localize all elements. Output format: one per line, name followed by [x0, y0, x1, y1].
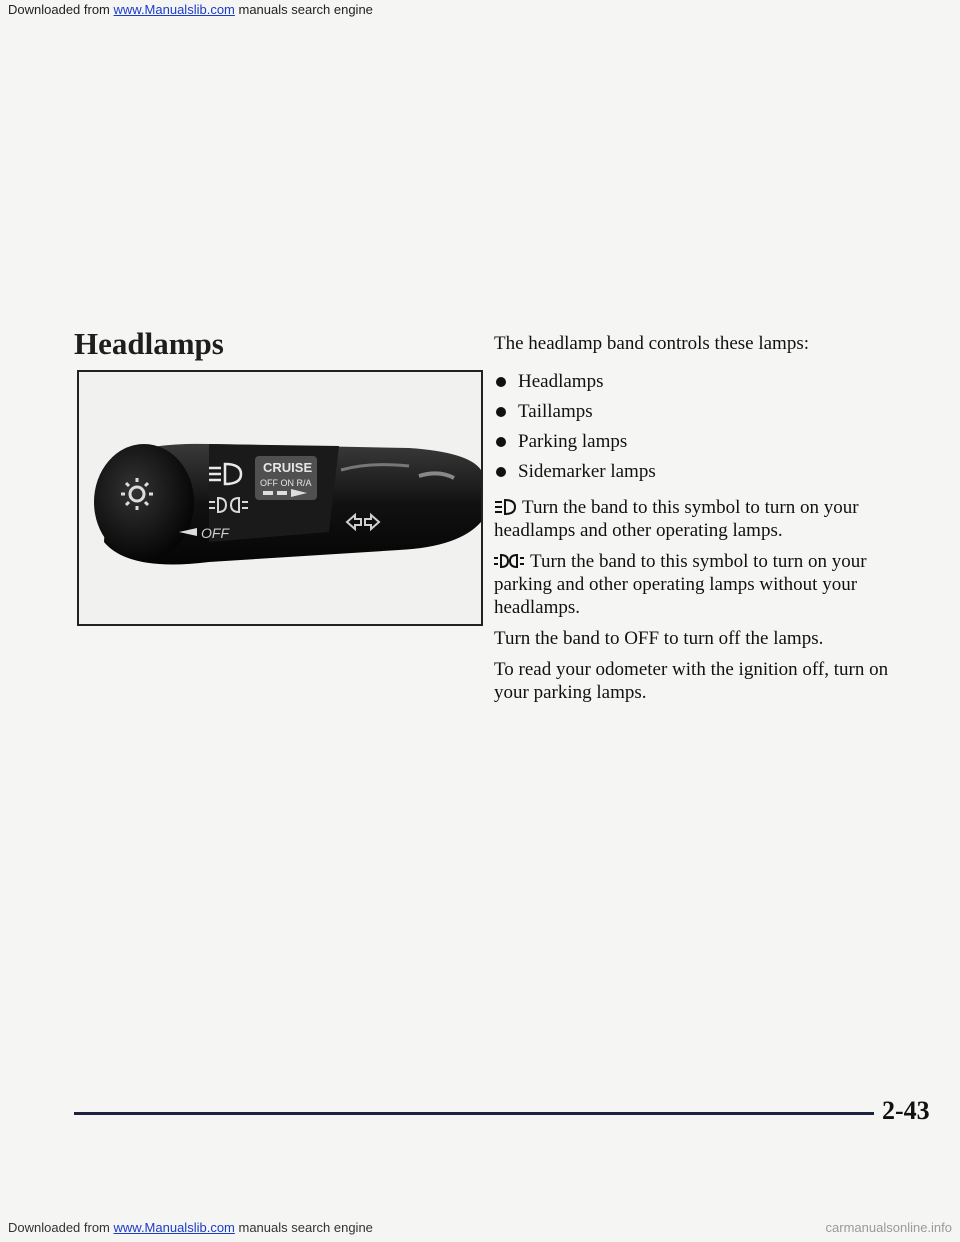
watermark: carmanualsonline.info: [825, 1220, 952, 1235]
section-title: Headlamps: [74, 326, 224, 361]
list-item: Parking lamps: [494, 428, 914, 458]
bullet-icon: [496, 467, 506, 477]
headlamp-symbol-icon: [494, 498, 516, 516]
intro-text: The headlamp band controls these lamps:: [494, 333, 809, 354]
lever-illustration: [79, 372, 481, 624]
content-column: [494, 332, 914, 704]
header-suffix: manuals search engine: [234, 2, 373, 17]
header-prefix: Downloaded from: [8, 2, 114, 17]
off-paragraph: Turn the band to OFF to turn off the lamps.: [494, 628, 824, 649]
cruise-modes-label: OFF ON R/A: [260, 478, 312, 488]
footer-rule: [74, 1112, 874, 1115]
bullet-icon: [496, 437, 506, 447]
list-item: Taillamps: [494, 398, 914, 428]
odometer-paragraph: To read your odometer with the ignition off, turn on your parking lamps.: [494, 659, 889, 703]
page-number: 2-43: [882, 1096, 930, 1125]
manualslib-link[interactable]: www.Manualslib.com: [113, 2, 235, 17]
footer-source: Downloaded from www.Manualslib.com manuals search engine: [8, 1220, 373, 1235]
off-label: OFF: [201, 525, 229, 541]
cruise-label: CRUISE: [263, 460, 313, 475]
download-header: [8, 2, 373, 17]
headlamp-paragraph: Turn the band to this symbol to turn on your headlamps and other operating lamps.: [494, 497, 859, 541]
bullet-icon: [496, 407, 506, 417]
parking-paragraph: Turn the band to this symbol to turn on your parking and other operating lamps without your headlamps.: [494, 551, 867, 618]
headlamp-lever-photo: [77, 370, 483, 626]
list-item: Headlamps: [494, 368, 914, 398]
lamp-list: [494, 368, 914, 488]
list-item: Sidemarker lamps: [494, 458, 914, 488]
bullet-icon: [496, 377, 506, 387]
parking-symbol-icon: [494, 552, 524, 570]
footer-manualslib-link[interactable]: www.Manualslib.com: [113, 1220, 235, 1235]
